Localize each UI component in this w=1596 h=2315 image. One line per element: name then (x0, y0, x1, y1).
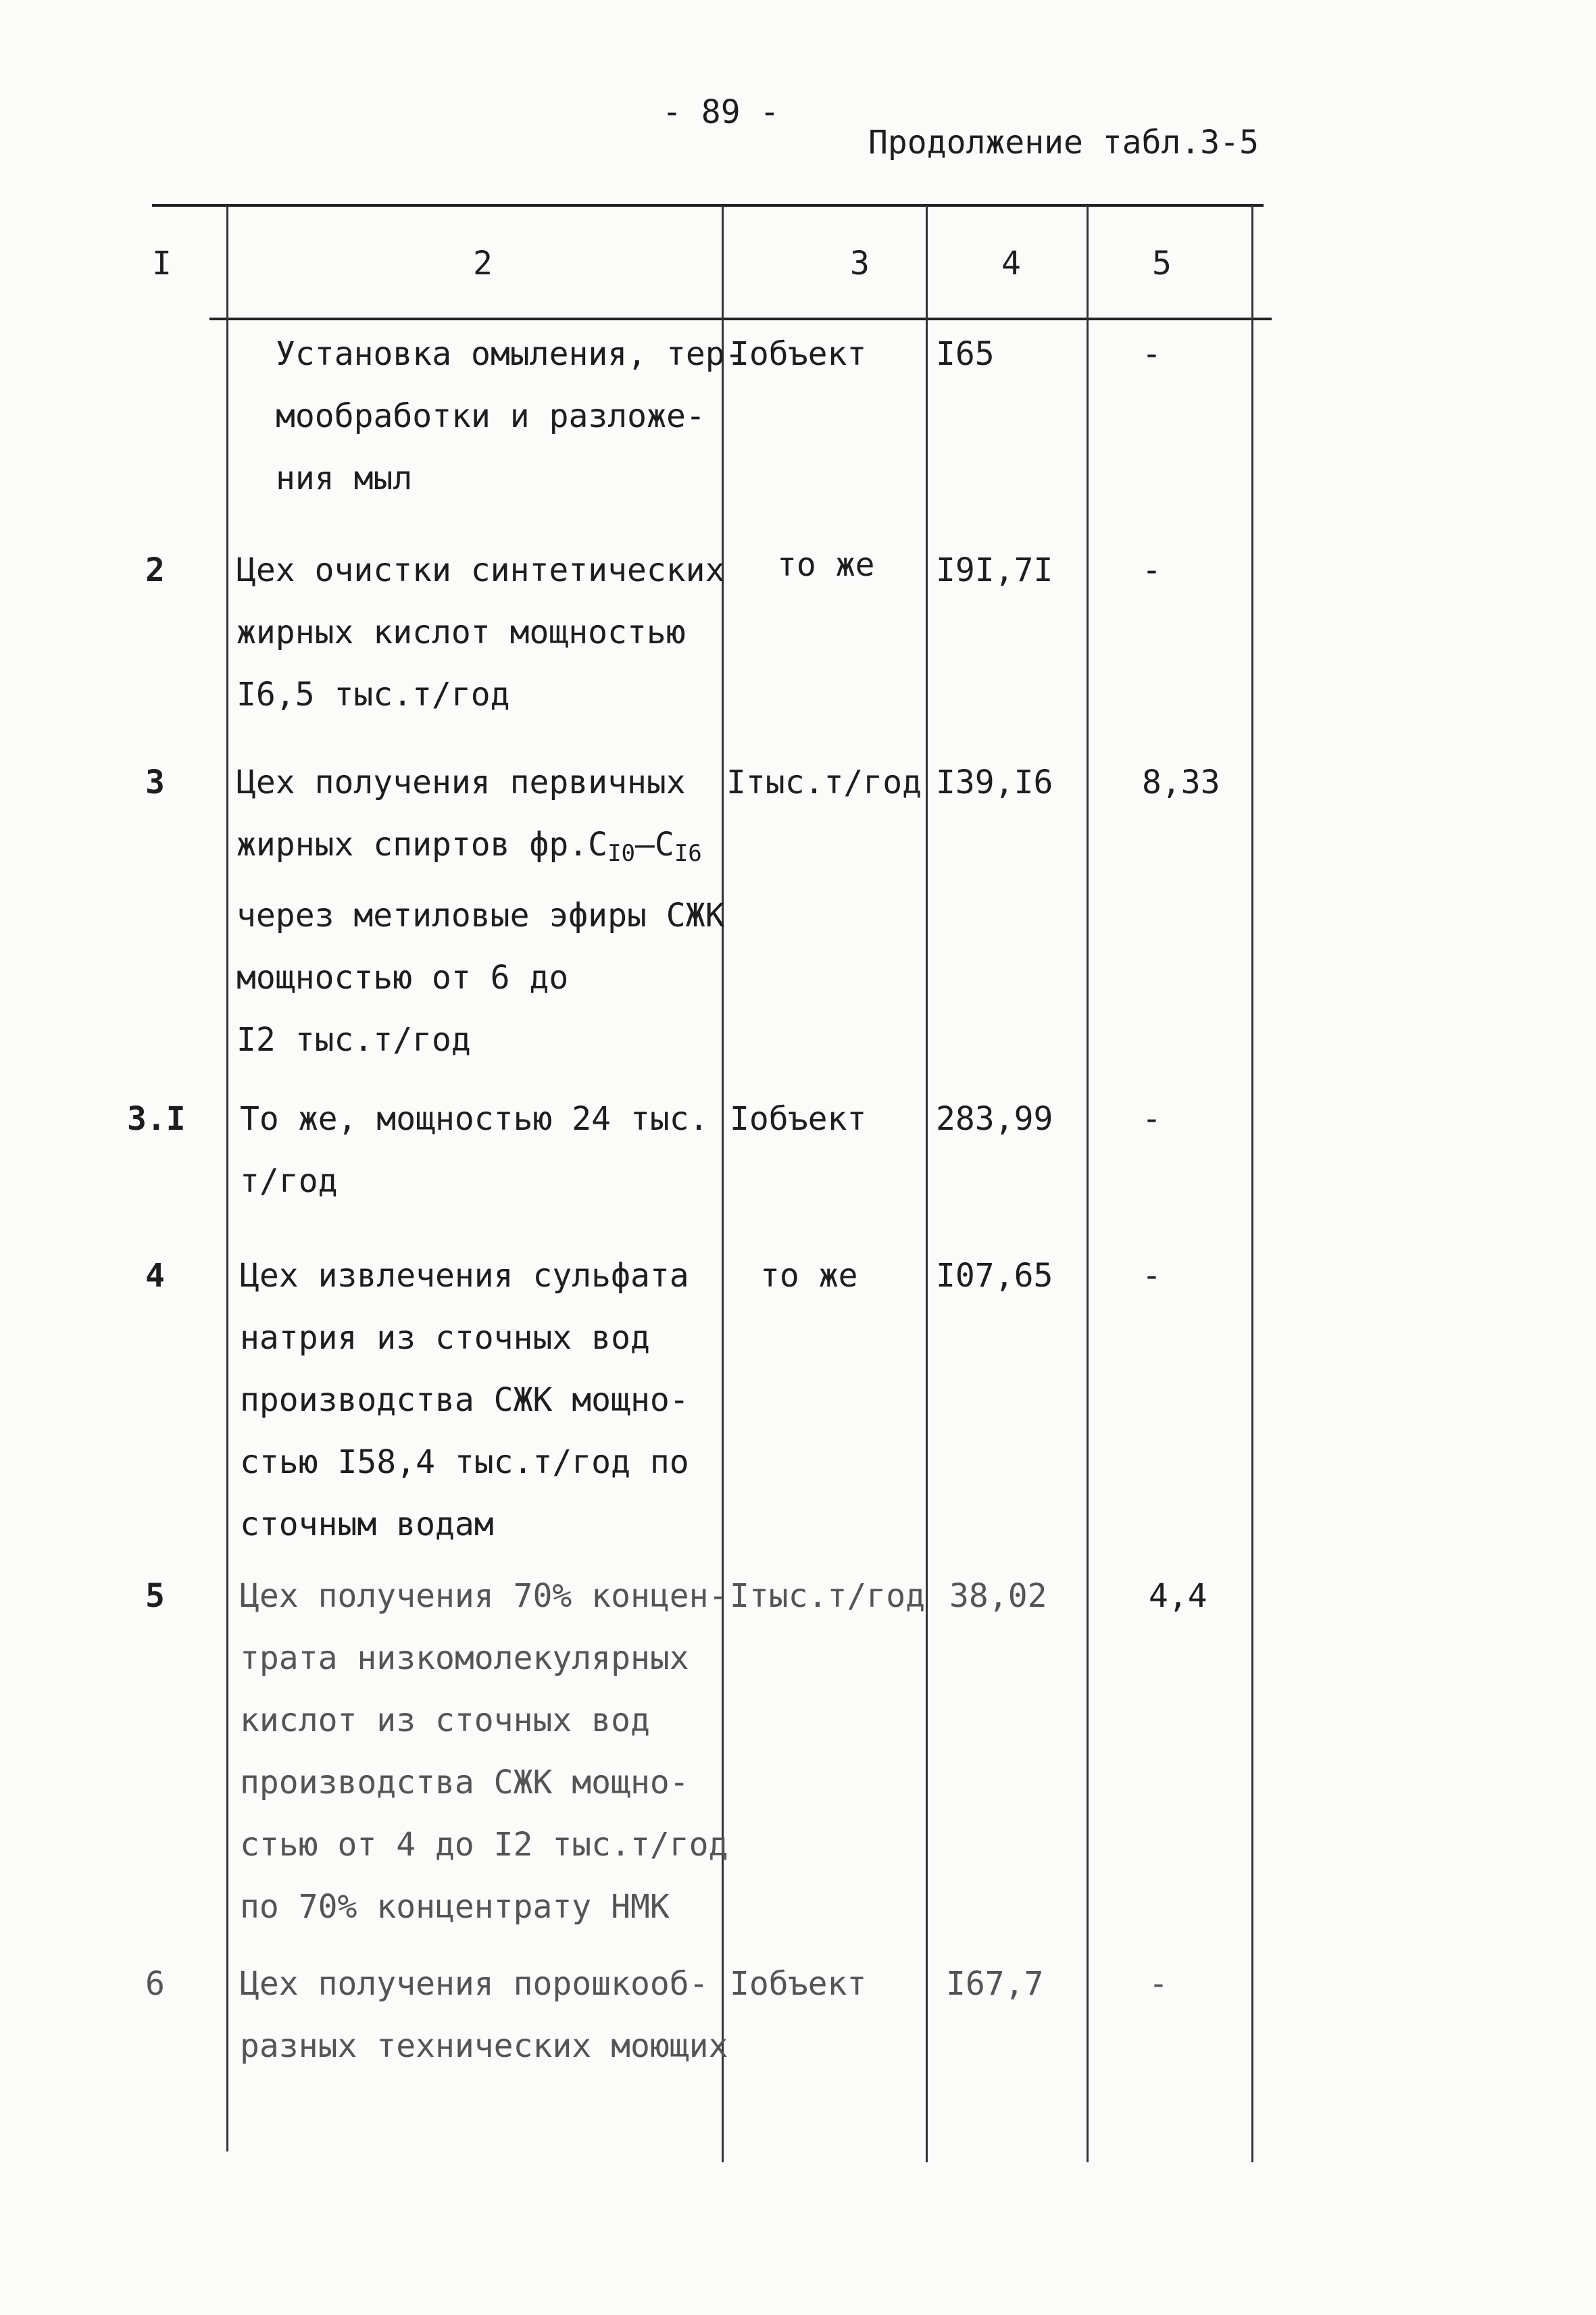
row-value: 38,02 (949, 1577, 1047, 1615)
desc-line: натрия из сточных вод (240, 1319, 650, 1357)
row-value: I39,I6 (936, 764, 1053, 801)
header-col-2: 2 (473, 245, 493, 282)
desc-line: производства СЖК мощно- (240, 1764, 689, 1801)
desc-line: I6,5 тыс.т/год (236, 676, 510, 714)
row-unit: Iтыс.т/год (726, 764, 922, 801)
desc-line: ния мыл (276, 459, 413, 497)
column-divider-5 (1251, 205, 1253, 2162)
row-unit: то же (777, 546, 875, 584)
row-extra: - (1142, 335, 1162, 373)
row-value: I67,7 (946, 1965, 1044, 2003)
table-top-rule (152, 204, 1264, 207)
row-unit: Iобъект (730, 1100, 867, 1138)
desc-line: стью I58,4 тыс.т/год по (240, 1443, 689, 1481)
row-description (236, 539, 724, 726)
row-number: 4 (145, 1257, 165, 1295)
row-value: I07,65 (936, 1257, 1053, 1295)
row-value: 283,99 (936, 1100, 1053, 1138)
header-col-5: 5 (1152, 245, 1172, 282)
header-col-4: 4 (1001, 245, 1021, 282)
page-number: - 89 - (662, 93, 780, 131)
row-extra: 4,4 (1149, 1577, 1207, 1615)
row-number: 5 (145, 1577, 165, 1615)
header-col-3: 3 (850, 245, 870, 282)
desc-line: через метиловые эфиры СЖК (236, 897, 725, 935)
desc-line: по 70% концентрату НМК (240, 1888, 670, 1926)
header-col-1: I (152, 245, 172, 282)
row-number: 3 (145, 764, 165, 801)
row-number: 6 (145, 1965, 165, 2003)
desc-line: кислот из сточных вод (240, 1701, 650, 1739)
row-value: I65 (936, 335, 995, 373)
desc-line: Цех получения порошкооб- (240, 1965, 709, 2003)
desc-line: стью от 4 до I2 тыс.т/год (240, 1826, 728, 1864)
row-number: 2 (145, 551, 165, 589)
table-header-rule (209, 318, 1272, 320)
row-unit: то же (760, 1257, 858, 1295)
row-description (240, 1088, 709, 1212)
desc-line: Установка омыления, тер- (276, 335, 745, 373)
desc-line: трата низкомолекулярных (240, 1639, 689, 1677)
row-description (240, 1245, 689, 1555)
desc-line: То же, мощностью 24 тыс. (240, 1100, 709, 1138)
continuation-title: Продолжение табл.3-5 (868, 124, 1259, 161)
column-divider-1 (226, 205, 228, 2151)
desc-line: т/год (240, 1162, 338, 1200)
row-unit: Iобъект (730, 335, 867, 373)
row-extra: - (1142, 1100, 1162, 1138)
row-extra: - (1149, 1965, 1168, 2003)
desc-line: разных технических моющих (240, 2027, 728, 2065)
row-description (276, 323, 745, 509)
row-unit: Iтыс.т/год (730, 1577, 925, 1615)
desc-line: мощностью от 6 до (236, 959, 569, 997)
desc-line: Цех получения 70% концен- (240, 1577, 728, 1615)
row-description (240, 1565, 728, 1938)
row-value: I9I,7I (936, 551, 1053, 589)
row-extra: - (1142, 551, 1162, 589)
row-description (236, 751, 724, 1071)
desc-line: Цех извлечения сульфата (240, 1257, 689, 1295)
desc-line: мообработки и разложе- (276, 397, 705, 435)
desc-line: Цех очистки синтетических (236, 551, 725, 589)
row-number: 3.I (127, 1100, 186, 1138)
desc-line: жирных кислот мощностью (236, 614, 686, 651)
desc-line: жирных спиртов $фр.C_{I0}-C_{I6}$ (236, 826, 702, 867)
desc-line: производства СЖК мощно- (240, 1381, 689, 1419)
row-extra: - (1142, 1257, 1162, 1295)
column-divider-4 (1087, 205, 1089, 2162)
row-unit: Iобъект (730, 1965, 867, 2003)
row-extra: 8,33 (1142, 764, 1220, 801)
column-divider-3 (926, 205, 928, 2162)
desc-line: Цех получения первичных (236, 764, 686, 801)
desc-line: сточным водам (240, 1505, 494, 1543)
row-description (240, 1953, 728, 2077)
desc-line: I2 тыс.т/год (236, 1021, 471, 1059)
